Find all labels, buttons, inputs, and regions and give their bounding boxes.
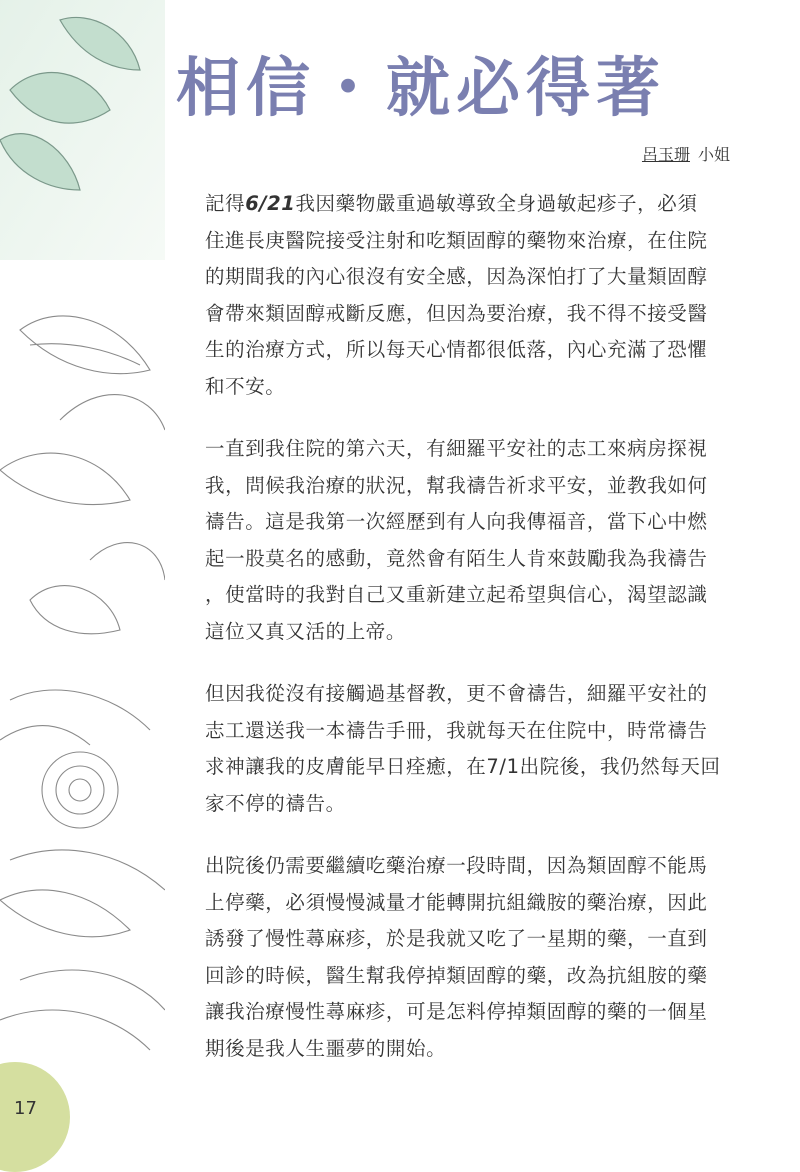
paragraph-2 — [205, 431, 753, 650]
page-number: 17 — [14, 1098, 37, 1119]
text-line: 起一股莫名的感動，竟然會有陌生人肯來鼓勵我為我禱告 — [205, 546, 708, 570]
text-line: 上停藥，必須慢慢減量才能轉開抗組織胺的藥治療，因此 — [205, 890, 708, 914]
paragraph-4 — [205, 848, 753, 1067]
paragraph-3 — [205, 676, 753, 822]
text-line: 求神讓我的皮膚能早日痊癒，在7/1出院後，我仍然每天回 — [205, 755, 721, 778]
text-line: 志工還送我一本禱告手冊，我就每天在住院中，時常禱告 — [205, 718, 708, 742]
article-title: 相信・就必得著 — [176, 52, 666, 126]
text-line: 一直到我住院的第六天，有細羅平安社的志工來病房探視 — [205, 437, 708, 460]
article-body — [205, 186, 753, 1093]
text-run: 記得 — [205, 192, 246, 215]
text-line: 讓我治療慢性蕁麻疹，可是怎料停掉類固醇的藥的一個星 — [205, 1000, 708, 1023]
text-line: 的期間我的內心很沒有安全感，因為深怕打了大量類固醇 — [205, 265, 708, 288]
text-line: 出院後仍需要繼續吃藥治療一段時間，因為類固醇不能馬 — [205, 854, 708, 877]
text-line: 期後是我人生噩夢的開始。 — [205, 1036, 447, 1060]
text-line: 家不停的禱告。 — [205, 791, 346, 815]
text-line: 禱告。這是我第一次經歷到有人向我傳福音，當下心中燃 — [205, 510, 708, 533]
text-line: ，使當時的我對自己又重新建立起希望與信心，渴望認識 — [205, 583, 708, 606]
text-line: 誘發了慢性蕁麻疹，於是我就又吃了一星期的藥，一直到 — [205, 927, 708, 950]
text-line: 這位又真又活的上帝。 — [205, 619, 407, 643]
text-line: 但因我從沒有接觸過基督教，更不會禱告，細羅平安社的 — [205, 682, 708, 705]
author-name: 呂玉珊 — [641, 145, 690, 164]
paragraph-1 — [205, 186, 753, 405]
text-line: 住進長庚醫院接受注射和吃類固醇的藥物來治療，在住院 — [205, 228, 708, 252]
date-emphasis: 6/21 — [245, 192, 296, 215]
text-run: 我因藥物嚴重過敏導致全身過敏起疹子，必須 — [295, 192, 698, 215]
floral-decoration — [0, 0, 165, 1135]
text-line: 我，問候我治療的狀況，幫我禱告祈求平安，並教我如何 — [205, 473, 708, 497]
text-line — [205, 186, 753, 223]
text-line: 生的治療方式，所以每天心情都很低落，內心充滿了恐懼 — [205, 338, 708, 361]
text-line: 和不安。 — [205, 374, 286, 398]
author-byline — [560, 142, 730, 165]
text-line: 會帶來類固醇戒斷反應，但因為要治療，我不得不接受醫 — [205, 301, 708, 325]
text-line: 回診的時候，醫生幫我停掉類固醇的藥，改為抗組胺的藥 — [205, 963, 708, 987]
author-honorific: 小姐 — [697, 145, 730, 164]
